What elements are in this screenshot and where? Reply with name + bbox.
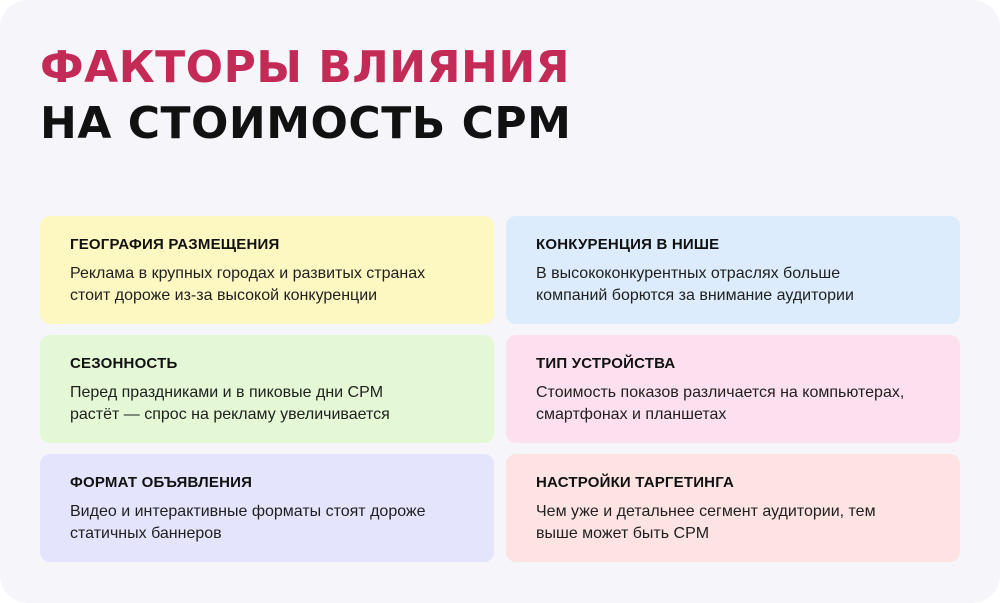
card-ad-format-title: ФОРМАТ ОБЪЯВЛЕНИЯ — [70, 474, 253, 491]
card-device-type-title: ТИП УСТРОЙСТВА — [536, 355, 676, 372]
card-competition-text: В высококонкурентных отраслях больше компаний борются за внимание аудитории — [536, 265, 854, 304]
page-title — [40, 40, 571, 152]
card-device-type — [506, 335, 960, 443]
card-competition — [506, 216, 960, 324]
page-title-line-2: НА СТОИМОСТЬ CPM — [40, 98, 572, 149]
card-ad-format — [40, 454, 494, 562]
card-competition-title: КОНКУРЕНЦИЯ В НИШЕ — [536, 236, 720, 253]
page-title-line-1: ФАКТОРЫ ВЛИЯНИЯ — [40, 42, 571, 93]
card-targeting — [506, 454, 960, 562]
card-targeting-text: Чем уже и детальнее сегмент аудитории, тем выше может быть CPM — [536, 503, 876, 542]
card-seasonality-title: СЕЗОННОСТЬ — [70, 355, 178, 372]
card-geography-title: ГЕОГРАФИЯ РАЗМЕЩЕНИЯ — [70, 236, 280, 253]
card-targeting-title: НАСТРОЙКИ ТАРГЕТИНГА — [536, 474, 735, 491]
card-seasonality — [40, 335, 494, 443]
card-seasonality-text: Перед праздниками и в пиковые дни CPM растёт — спрос на рекламу увеличивается — [70, 384, 390, 423]
card-device-type-text: Стоимость показов различается на компьютерах, смартфонах и планшетах — [536, 384, 905, 423]
card-geography-text: Реклама в крупных городах и развитых странах стоит дороже из-за высокой конкуренции — [70, 265, 426, 304]
card-ad-format-text: Видео и интерактивные форматы стоят дороже статичных баннеров — [70, 503, 426, 542]
card-geography — [40, 216, 494, 324]
